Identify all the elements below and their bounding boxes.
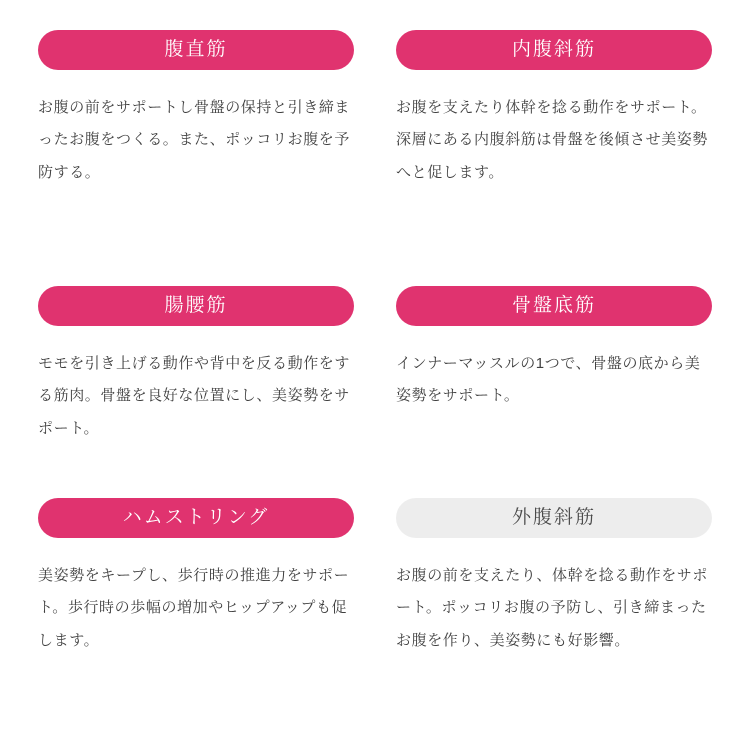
muscle-card-title: 外腹斜筋	[396, 498, 712, 538]
muscle-card-body: お腹の前を支えたり、体幹を捻る動作をサポート。ポッコリお腹の予防し、引き締まったお腹を作り、美姿勢にも好影響。	[396, 567, 709, 649]
muscle-card-title: 腸腰筋	[38, 286, 354, 326]
muscle-card-body: モモを引き上げる動作や背中を反る動作をする筋肉。骨盤を良好な位置にし、美姿勢をサポート。	[38, 355, 351, 437]
muscle-card-grid	[38, 30, 712, 738]
muscle-card-title: 腹直筋	[38, 30, 354, 70]
muscle-card-rectus-abdominis	[38, 30, 354, 286]
muscle-card-body: お腹を支えたり体幹を捻る動作をサポート。深層にある内腹斜筋は骨盤を後傾させ美姿勢へと促します。	[396, 99, 709, 181]
muscle-card-body: お腹の前をサポートし骨盤の保持と引き締まったお腹をつくる。また、ポッコリお腹を予防する。	[38, 99, 351, 181]
muscle-card-body: インナーマッスルの1つで、骨盤の底から美姿勢をサポート。	[396, 355, 701, 405]
muscle-card-title: 骨盤底筋	[396, 286, 712, 326]
muscle-card-internal-oblique	[396, 30, 712, 286]
muscle-card-title: ハムストリング	[38, 498, 354, 538]
muscle-card-title: 内腹斜筋	[396, 30, 712, 70]
muscle-card-hamstring	[38, 498, 354, 738]
muscle-card-pelvic-floor	[396, 286, 712, 498]
muscle-card-body: 美姿勢をキープし、歩行時の推進力をサポート。歩行時の歩幅の増加やヒップアップも促します。	[38, 567, 350, 649]
muscle-card-iliopsoas	[38, 286, 354, 498]
muscle-card-external-oblique	[396, 498, 712, 738]
